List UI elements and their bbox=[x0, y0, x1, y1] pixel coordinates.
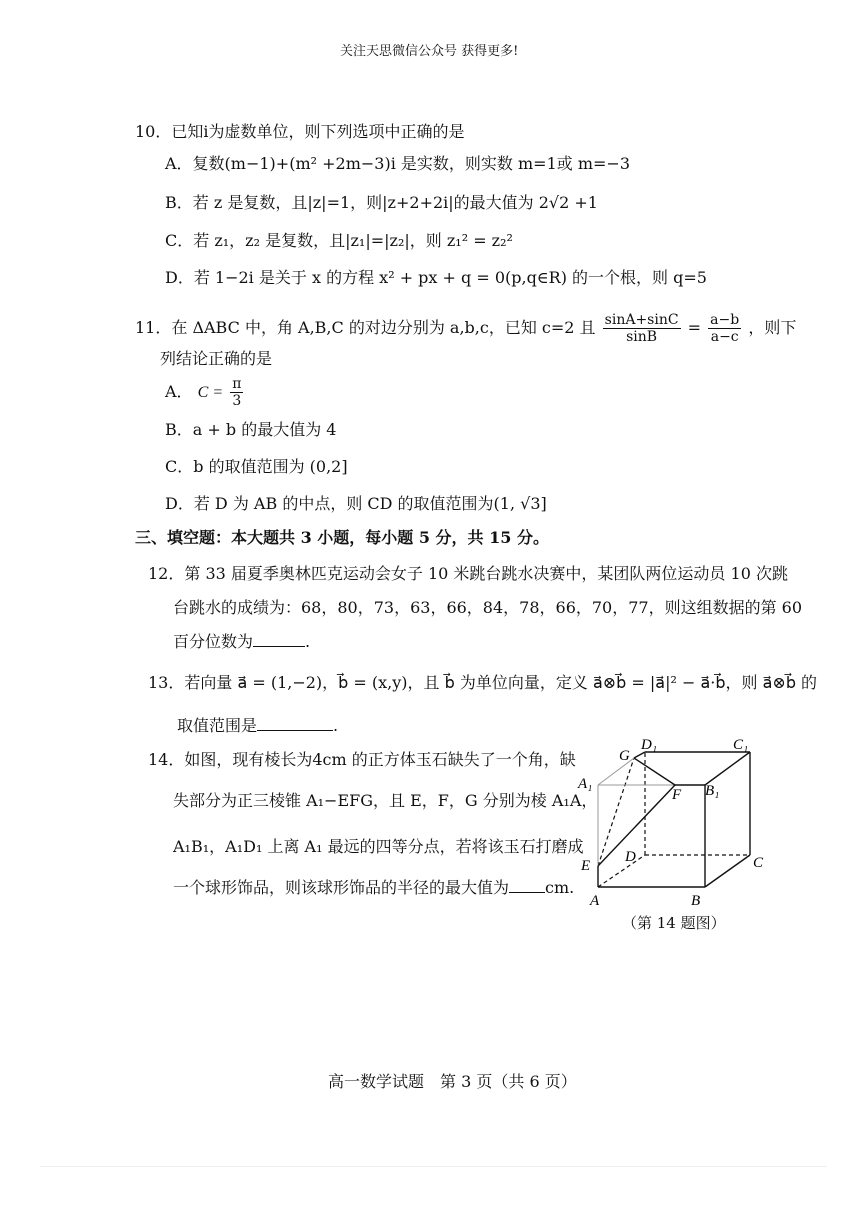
q11-stem-start: 11．在 ΔABC 中，角 A,B,C 的对边分别为 a,b,c，已知 c=2 且 bbox=[135, 318, 596, 337]
q13-answer-blank bbox=[257, 716, 333, 731]
q11-stem-end: ，则下 bbox=[748, 318, 797, 337]
q10-option-c: C．若 z₁，z₂ 是复数，且|z₁|=|z₂|，则 z₁² = z₂² bbox=[165, 231, 513, 250]
label-F: F bbox=[672, 787, 682, 803]
q14-line-4-end: cm. bbox=[545, 878, 575, 897]
q13-line-2 bbox=[177, 716, 338, 736]
label-D: D bbox=[625, 849, 636, 865]
cube-edge-BC bbox=[705, 855, 750, 887]
label-A: A bbox=[590, 893, 600, 909]
q14-line-4 bbox=[173, 878, 574, 898]
q11-option-a-label: A． bbox=[165, 382, 193, 401]
q11-frac1-numerator: sinA+sinC bbox=[604, 312, 679, 328]
q10-option-d: D．若 1−2i 是关于 x 的方程 x² + px + q = 0(p,q∈R) 的一个根，则 q=5 bbox=[165, 268, 707, 287]
q10-option-a: A．复数(m−1)+(m² +2m−3)i 是实数，则实数 m=1或 m=−3 bbox=[165, 154, 631, 173]
label-C1: C₁ bbox=[733, 737, 749, 753]
q12-line-3-end: . bbox=[305, 632, 311, 651]
page-footer: 高一数学试题 第 3 页（共 6 页） bbox=[328, 1072, 577, 1091]
q14-line-2: 失部分为正三棱锥 A₁−EFG，且 E，F，G 分别为棱 A₁A， bbox=[173, 791, 598, 810]
q11-option-b: B．a + b 的最大值为 4 bbox=[165, 420, 337, 439]
q11-fraction-left bbox=[603, 312, 681, 345]
q11-stem bbox=[135, 312, 796, 345]
q14-line-3: A₁B₁，A₁D₁ 上离 A₁ 最远的四等分点，若将该玉石打磨成 bbox=[173, 837, 584, 856]
q14-line-4-text: 一个球形饰品，则该球形饰品的半径的最大值为 bbox=[173, 878, 510, 897]
label-C: C bbox=[753, 855, 764, 871]
q11-frac2-denominator: a−c bbox=[710, 329, 739, 345]
q11-option-c: C．b 的取值范围为 (0,2] bbox=[165, 457, 348, 476]
q11-option-a bbox=[165, 376, 245, 409]
q14-answer-blank bbox=[509, 878, 545, 893]
section-3-title: 三、填空题：本大题共 3 小题，每小题 5 分，共 15 分。 bbox=[135, 528, 549, 547]
q12-line-3-text: 百分位数为 bbox=[173, 632, 254, 651]
cut-edge-GF bbox=[634, 758, 675, 785]
q11-option-a-denominator: 3 bbox=[232, 393, 242, 409]
q11-stem-continued: 列结论正确的是 bbox=[160, 349, 273, 368]
q10-option-b: B．若 z 是复数，且|z|=1，则|z+2+2i|的最大值为 2√2 +1 bbox=[165, 193, 598, 212]
figure-caption: （第 14 题图） bbox=[622, 914, 726, 932]
q11-option-a-lhs: C = bbox=[197, 384, 224, 401]
q13-line-2-text: 取值范围是 bbox=[177, 716, 258, 735]
q11-frac1-denominator: sinB bbox=[626, 329, 658, 345]
q12-line-3 bbox=[173, 632, 310, 652]
cube-edge-AD bbox=[598, 855, 645, 887]
cube-figure bbox=[575, 733, 775, 913]
header-note: 关注天思微信公众号 获得更多! bbox=[340, 44, 519, 59]
q10-stem: 10．已知i为虚数单位，则下列选项中正确的是 bbox=[135, 122, 465, 141]
q13-line-2-end: . bbox=[333, 716, 339, 735]
q11-equals: = bbox=[687, 318, 702, 337]
page-bottom-divider bbox=[40, 1166, 827, 1167]
q13-line-1: 13．若向量 a⃗ = (1,−2)，b⃗ = (x,y)，且 b⃗ 为单位向量，定义 a⃗⊗b⃗ = |a⃗|² − a⃗·b⃗，则 a⃗⊗b⃗ 的 bbox=[148, 673, 818, 692]
q11-fraction-right bbox=[708, 312, 741, 345]
label-E: E bbox=[581, 858, 591, 874]
label-D1: D₁ bbox=[641, 737, 658, 753]
cube-edge-C1B1 bbox=[705, 752, 750, 785]
q11-option-a-numerator: π bbox=[232, 376, 242, 392]
q11-frac2-numerator: a−b bbox=[710, 312, 740, 328]
label-B: B bbox=[691, 893, 701, 909]
label-A1: A₁ bbox=[578, 776, 593, 792]
q12-line-1: 12．第 33 届夏季奥林匹克运动会女子 10 米跳台跳水决赛中，某团队两位运动员 10 次跳 bbox=[148, 564, 788, 583]
label-B1: B₁ bbox=[705, 783, 720, 799]
label-G: G bbox=[619, 748, 630, 764]
q12-answer-blank bbox=[253, 632, 305, 647]
q14-line-1: 14．如图，现有棱长为4cm 的正方体玉石缺失了一个角，缺 bbox=[148, 750, 576, 769]
q11-option-d: D．若 D 为 AB 的中点，则 CD 的取值范围为(1, √3] bbox=[165, 494, 547, 513]
q11-option-a-fraction bbox=[230, 376, 243, 409]
cut-edge-EF bbox=[598, 785, 675, 866]
q12-line-2: 台跳水的成绩为：68，80，73，63，66，84，78，66，70，77，则这组数据的第 60 bbox=[173, 598, 803, 617]
